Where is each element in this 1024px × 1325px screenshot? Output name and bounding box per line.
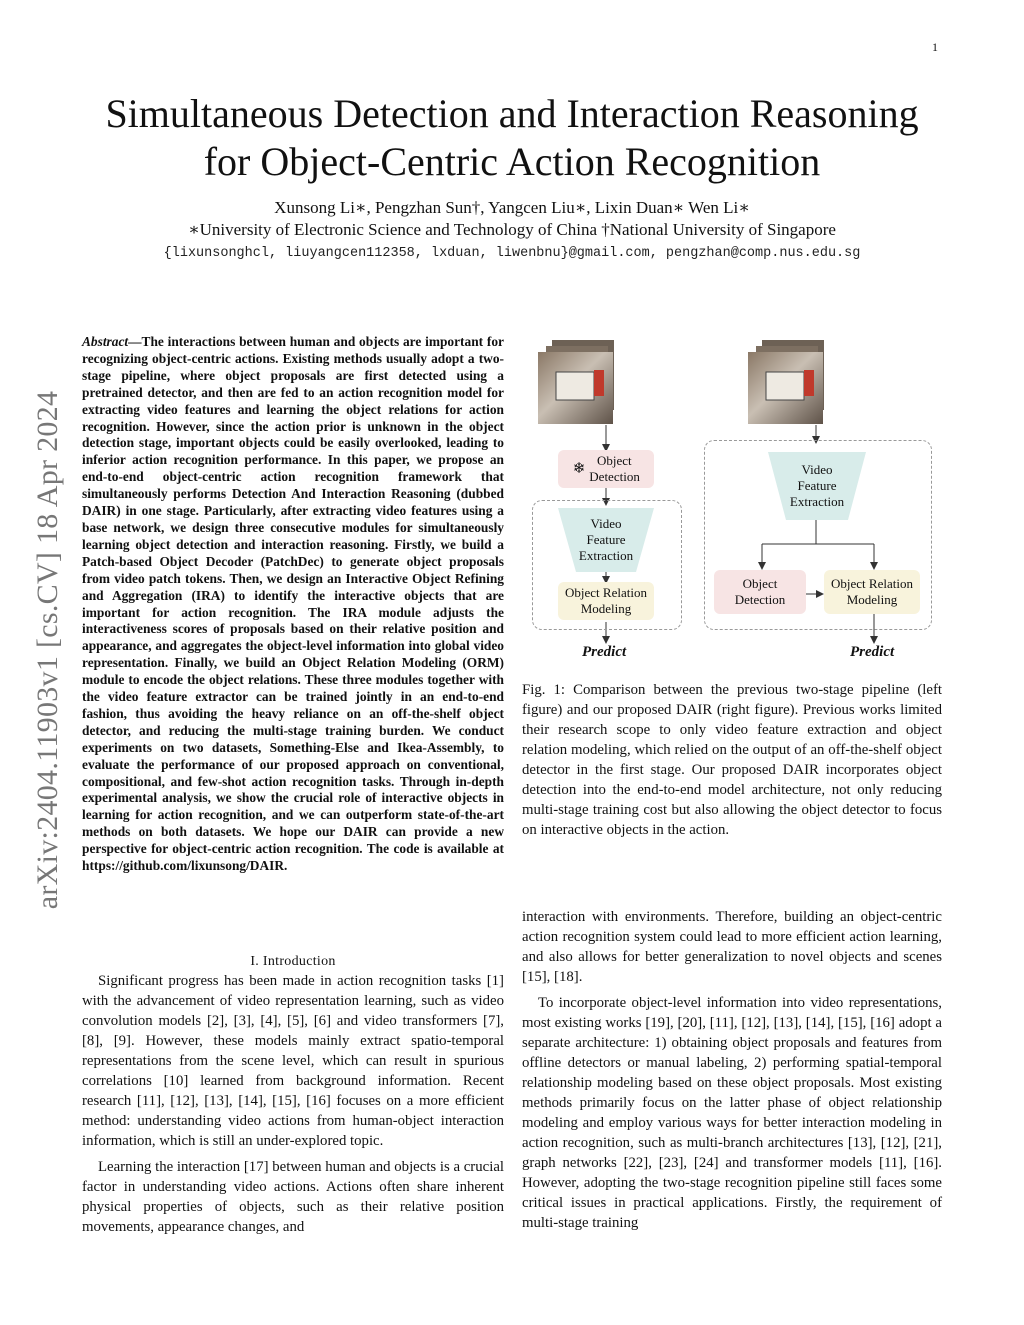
intro-paragraph-1: Significant progress has been made in action recognition tasks [1] with the advancement of video representation learning, such as video convolution models [2], [3], [4], [5], [6] and video transformers [7], [8], [9]. However, these models mainly extract spatio-temporal representations from the scene level, which can result in spurious correlations [10] learned from background information. Recent research [11], [12], [13], [14], [15], [16] focuses on a more efficient method: understanding video actions from human-object interaction information, which is still an under-explored topic. (82, 973, 504, 1149)
left-object-relation-box (558, 582, 654, 620)
section-heading: I. Introduction (250, 954, 336, 969)
right-column (522, 907, 942, 1239)
title-line-1: Simultaneous Detection and Interaction Reasoning (105, 91, 919, 136)
arxiv-id: arXiv:2404.11903v1 [cs.CV] 18 Apr 2024 (31, 390, 64, 910)
authors: Xunsong Li∗, Pengzhan Sun†, Yangcen Liu∗, Lixin Duan∗ Wen Li∗ (274, 198, 750, 217)
left-object-detection-label: Object Detection (589, 453, 640, 484)
right-video-feature-box (786, 458, 848, 514)
title-line-2: for Object-Centric Action Recognition (203, 139, 821, 184)
left-video-feature-box (576, 512, 636, 568)
right-object-relation-box (824, 570, 920, 614)
left-predict-label: Predict (582, 644, 627, 660)
right-object-relation-label: Object Relation Modeling (831, 576, 913, 607)
abstract (82, 334, 504, 875)
right-video-feature-label: Video Feature Extraction (789, 462, 845, 509)
left-object-relation-label: Object Relation Modeling (565, 585, 647, 616)
left-video-frames (538, 340, 614, 424)
intro-column (82, 971, 504, 1243)
abstract-label: Abstract (82, 334, 129, 349)
snowflake-icon: ❄ (572, 461, 586, 477)
intro-paragraph-2: Learning the interaction [17] between human and objects is a crucial factor in understanding video actions. Actions often share inherent physical properties of objects, such as their relative position movements, appearance changes, and (82, 1159, 504, 1235)
figure-caption: Fig. 1: Comparison between the previous two-stage pipeline (left figure) and our proposed DAIR (right figure). Previous works limited their research scope to only video feature extraction and object relation modeling, which relied on the output of an off-the-shelf object detector in the first stage. Our proposed DAIR incorporates object detection into the end-to-end model architecture, not only reducing multi-stage training cost but also allowing the object detector to focus on interactive objects in the action. (522, 682, 942, 838)
right-object-detection-box (714, 570, 806, 614)
figure-1 (522, 330, 952, 670)
paper-title (40, 90, 984, 186)
right-predict-label: Predict (850, 644, 895, 660)
arxiv-sidebar (28, 350, 68, 950)
right-paragraph-2: To incorporate object-level information into video representations, most existing works [19], [20], [11], [12], [13], [14], [15], [16] adopt a separate architecture: 1) obtaining object proposals and features from offline detectors or manual labeling, 2) performing spatial-temporal relationship modeling based on these object proposals. Most existing methods primarily focus on the latter phase of object relationship modeling and employ various ways for better interaction modeling in action recognition, such as multi-branch architectures [13], [12], [21], graph networks [22], [23], [24] and transformer models [11], [16]. However, adopting the two-stage recognition pipeline still faces some critical issues in practical applications. Firstly, the requirement of multi-stage training (522, 995, 942, 1231)
right-video-frames (748, 340, 824, 424)
left-video-feature-label: Video Feature Extraction (578, 516, 634, 563)
emails: {lixunsonghcl, liuyangcen112358, lxduan, liwenbnu}@gmail.com, pengzhan@comp.nus.edu.sg (163, 246, 861, 261)
abstract-text: —The interactions between human and objects are important for recognizing object-centric actions. Existing methods usually adopt a two-stage pipeline, where object proposals are first detected using a pretrained detector, and then are fed to an action recognition model for extracting video features and learning the object relations for action recognition. However, since the action prior is unknown in the object detection stage, important objects could be easily overlooked, leading to inferior action recognition performance. In this paper, we propose an end-to-end object-centric action recognition framework that simultaneously performs Detection And Interaction Reasoning (dubbed DAIR) in one stage. Particularly, after extracting video features using a base network, we design three consecutive modules for simultaneously learning object detection and interaction reasoning. Firstly, we build a Patch-based Object Decoder (PatchDec) to generate object proposals from video patch tokens. Then, we design an Interactive Object Refining and Aggregation (IRA) to identify the interactive objects that are important for action recognition. The IRA module adjusts the interactiveness scores of proposals based on their relative position and appearance, and aggregates the object-level information into global video representation. Finally, we build an Object Relation Modeling (ORM) module to encode the object relations. These three modules together with the video feature extractor can be trained jointly in an end-to-end fashion, thus avoiding the heavy reliance on an off-the-shelf object detector, and reducing the multi-stage training burden. We conduct experiments on two datasets, Something-Else and Ikea-Assembly, to evaluate the performance of our proposed approach on conventional, compositional, and few-shot action recognition tasks. Through in-depth experimental analysis, we show the crucial role of interactive objects in learning for action recognition, and we can outperform state-of-the-art methods on both datasets. We hope our DAIR can provide a new perspective for object-centric action recognition. The code is available at https://github.com/lixunsong/DAIR. (82, 334, 504, 874)
page-number: 1 (932, 40, 938, 54)
right-paragraph-1: interaction with environments. Therefore, building an object-centric action recognition system could lead to more efficient action learning, and also allows for better generalization to novel objects and scenes [15], [18]. (522, 909, 942, 985)
left-object-detection-box (558, 450, 654, 488)
right-object-detection-label: Object Detection (734, 576, 786, 607)
affiliations: ∗University of Electronic Science and Technology of China †National University of Singapore (188, 220, 836, 239)
